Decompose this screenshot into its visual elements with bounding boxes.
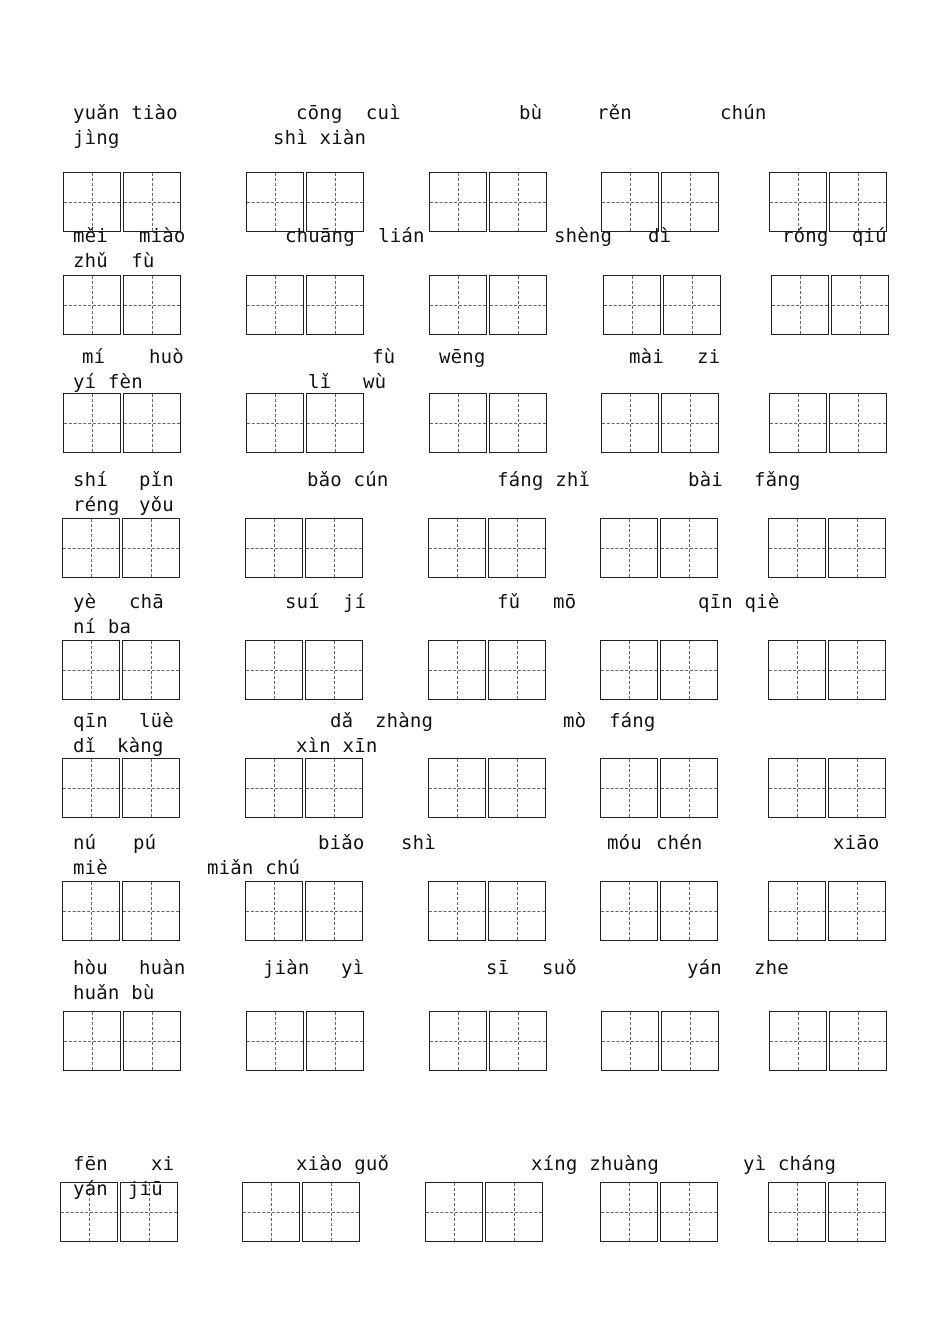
character-box[interactable] xyxy=(828,1182,886,1242)
character-box[interactable] xyxy=(245,518,303,578)
character-box[interactable] xyxy=(306,172,364,232)
pinyin-label: fáng zhǐ xyxy=(497,469,591,491)
pinyin-label: réng xyxy=(73,494,120,516)
character-box[interactable] xyxy=(429,393,487,453)
pinyin-label: yǒu xyxy=(139,494,174,516)
pinyin-label: wēng xyxy=(439,346,486,368)
pinyin-label: bǎo cún xyxy=(307,469,389,491)
character-box[interactable] xyxy=(663,275,721,335)
tianzige-answer-grid[interactable] xyxy=(62,640,180,700)
tianzige-answer-grid[interactable] xyxy=(768,518,886,578)
tianzige-answer-grid[interactable] xyxy=(768,1182,886,1242)
character-box[interactable] xyxy=(768,758,826,818)
character-box[interactable] xyxy=(122,758,180,818)
pinyin-label: mō xyxy=(553,591,577,613)
character-box[interactable] xyxy=(425,1182,483,1242)
pinyin-label: zhàng xyxy=(375,710,434,732)
pinyin-label: mài xyxy=(629,346,664,368)
tianzige-answer-grid[interactable] xyxy=(601,172,719,232)
character-box[interactable] xyxy=(769,393,827,453)
character-box[interactable] xyxy=(829,1011,887,1071)
character-box[interactable] xyxy=(122,640,180,700)
character-box[interactable] xyxy=(122,881,180,941)
character-box[interactable] xyxy=(123,172,181,232)
pinyin-label: xíng zhuàng xyxy=(531,1153,660,1175)
pinyin-label: zhǔ fù xyxy=(73,250,155,272)
tianzige-answer-grid[interactable] xyxy=(246,275,364,335)
tianzige-answer-grid[interactable] xyxy=(62,518,180,578)
pinyin-label: xìn xīn xyxy=(296,735,378,757)
tianzige-answer-grid[interactable] xyxy=(429,1011,547,1071)
pinyin-label: miào xyxy=(139,225,186,247)
pinyin-label: yán xyxy=(687,957,722,979)
character-box[interactable] xyxy=(488,758,546,818)
character-box[interactable] xyxy=(305,640,363,700)
character-box[interactable] xyxy=(429,172,487,232)
tianzige-answer-grid[interactable] xyxy=(428,640,546,700)
pinyin-label: mò xyxy=(563,710,587,732)
character-box[interactable] xyxy=(306,1011,364,1071)
character-box[interactable] xyxy=(601,172,659,232)
character-box[interactable] xyxy=(600,881,658,941)
pinyin-label: biǎo xyxy=(318,832,365,854)
tianzige-answer-grid[interactable] xyxy=(429,393,547,453)
pinyin-label: shí xyxy=(73,469,108,491)
tianzige-answer-grid[interactable] xyxy=(603,275,721,335)
pinyin-label: pú xyxy=(133,832,157,854)
tianzige-answer-grid[interactable] xyxy=(63,393,181,453)
pinyin-label: wù xyxy=(363,371,387,393)
tianzige-answer-grid[interactable] xyxy=(246,393,364,453)
tianzige-answer-grid[interactable] xyxy=(62,881,180,941)
character-box[interactable] xyxy=(123,1011,181,1071)
character-box[interactable] xyxy=(660,640,718,700)
pinyin-label: lüè xyxy=(139,710,174,732)
pinyin-label: róng qiú xyxy=(782,225,887,247)
character-box[interactable] xyxy=(485,1182,543,1242)
tianzige-answer-grid[interactable] xyxy=(768,640,886,700)
tianzige-answer-grid[interactable] xyxy=(242,1182,360,1242)
tianzige-answer-grid[interactable] xyxy=(245,881,363,941)
character-box[interactable] xyxy=(246,1011,304,1071)
tianzige-answer-grid[interactable] xyxy=(429,172,547,232)
tianzige-answer-grid[interactable] xyxy=(768,881,886,941)
tianzige-answer-grid[interactable] xyxy=(245,640,363,700)
character-box[interactable] xyxy=(829,393,887,453)
character-box[interactable] xyxy=(769,172,827,232)
pinyin-label: jìng xyxy=(73,127,120,149)
tianzige-answer-grid[interactable] xyxy=(600,518,718,578)
character-box[interactable] xyxy=(488,881,546,941)
pinyin-label: xiào guǒ xyxy=(296,1153,390,1175)
character-box[interactable] xyxy=(305,518,363,578)
character-box[interactable] xyxy=(306,393,364,453)
character-box[interactable] xyxy=(123,275,181,335)
pinyin-label: fǔ xyxy=(497,591,521,613)
character-box[interactable] xyxy=(603,275,661,335)
pinyin-label: yán xyxy=(73,1178,108,1200)
character-box[interactable] xyxy=(429,1011,487,1071)
character-box[interactable] xyxy=(488,640,546,700)
pinyin-label: ní ba xyxy=(73,616,132,638)
character-box[interactable] xyxy=(242,1182,300,1242)
tianzige-answer-grid[interactable] xyxy=(428,518,546,578)
pinyin-label: cōng cuì xyxy=(296,102,401,124)
tianzige-answer-grid[interactable] xyxy=(62,758,180,818)
pinyin-label: chuāng lián xyxy=(285,225,425,247)
pinyin-label: nú xyxy=(73,832,97,854)
tianzige-answer-grid[interactable] xyxy=(245,518,363,578)
character-box[interactable] xyxy=(771,275,829,335)
character-box[interactable] xyxy=(428,640,486,700)
tianzige-answer-grid[interactable] xyxy=(63,275,181,335)
character-box[interactable] xyxy=(660,518,718,578)
pinyin-label: fù xyxy=(372,346,396,368)
character-box[interactable] xyxy=(769,1011,827,1071)
character-box[interactable] xyxy=(600,758,658,818)
character-box[interactable] xyxy=(488,518,546,578)
tianzige-answer-grid[interactable] xyxy=(429,275,547,335)
pinyin-label: shì xiàn xyxy=(273,127,367,149)
character-box[interactable] xyxy=(246,275,304,335)
character-box[interactable] xyxy=(122,518,180,578)
character-box[interactable] xyxy=(600,518,658,578)
pinyin-label: měi xyxy=(73,225,108,247)
tianzige-answer-grid[interactable] xyxy=(769,1011,887,1071)
character-box[interactable] xyxy=(63,172,121,232)
pinyin-label: chún xyxy=(720,102,767,124)
pinyin-label: xiāo xyxy=(833,832,880,854)
pinyin-label: zhe xyxy=(754,957,789,979)
tianzige-answer-grid[interactable] xyxy=(600,640,718,700)
character-box[interactable] xyxy=(600,1182,658,1242)
pinyin-label: fǎng xyxy=(754,469,801,491)
character-box[interactable] xyxy=(831,275,889,335)
character-box[interactable] xyxy=(661,172,719,232)
pinyin-label: qīn qiè xyxy=(698,591,780,613)
pinyin-label: bù xyxy=(519,102,543,124)
pinyin-label: kàng xyxy=(117,735,164,757)
tianzige-answer-grid[interactable] xyxy=(246,172,364,232)
pinyin-label: rěn xyxy=(597,102,632,124)
character-box[interactable] xyxy=(489,1011,547,1071)
pinyin-label: hòu xyxy=(73,957,108,979)
character-box[interactable] xyxy=(828,758,886,818)
character-box[interactable] xyxy=(601,1011,659,1071)
character-box[interactable] xyxy=(428,881,486,941)
pinyin-label: huàn xyxy=(139,957,186,979)
character-box[interactable] xyxy=(829,172,887,232)
pinyin-label: yí fèn xyxy=(73,371,143,393)
character-box[interactable] xyxy=(489,275,547,335)
pinyin-label: huǎn bù xyxy=(73,982,155,1004)
pinyin-label: dǐ xyxy=(73,735,97,757)
pinyin-label: fēn xyxy=(73,1153,108,1175)
character-box[interactable] xyxy=(245,758,303,818)
pinyin-label: lǐ xyxy=(308,371,332,393)
pinyin-label: móu xyxy=(607,832,642,854)
character-box[interactable] xyxy=(123,393,181,453)
character-box[interactable] xyxy=(245,640,303,700)
character-box[interactable] xyxy=(428,758,486,818)
character-box[interactable] xyxy=(428,518,486,578)
character-box[interactable] xyxy=(661,393,719,453)
tianzige-answer-grid[interactable] xyxy=(600,1182,718,1242)
pinyin-label: suí xyxy=(285,591,320,613)
character-box[interactable] xyxy=(660,1182,718,1242)
pinyin-label: mí xyxy=(82,346,106,368)
tianzige-answer-grid[interactable] xyxy=(769,172,887,232)
pinyin-label: yuǎn tiào xyxy=(73,102,178,124)
character-box[interactable] xyxy=(489,393,547,453)
character-box[interactable] xyxy=(661,1011,719,1071)
character-box[interactable] xyxy=(245,881,303,941)
character-box[interactable] xyxy=(828,518,886,578)
character-box[interactable] xyxy=(660,881,718,941)
character-box[interactable] xyxy=(828,640,886,700)
pinyin-label: jiàn xyxy=(263,957,310,979)
character-box[interactable] xyxy=(246,393,304,453)
pinyin-label: chén xyxy=(656,832,703,854)
character-box[interactable] xyxy=(62,881,120,941)
tianzige-answer-grid[interactable] xyxy=(63,1011,181,1071)
character-box[interactable] xyxy=(489,172,547,232)
tianzige-answer-grid[interactable] xyxy=(600,758,718,818)
pinyin-label: miǎn chú xyxy=(207,857,301,879)
character-box[interactable] xyxy=(306,275,364,335)
character-box[interactable] xyxy=(768,1182,826,1242)
tianzige-answer-grid[interactable] xyxy=(601,393,719,453)
character-box[interactable] xyxy=(246,172,304,232)
character-box[interactable] xyxy=(660,758,718,818)
character-box[interactable] xyxy=(63,1011,121,1071)
pinyin-label: pǐn xyxy=(139,469,174,491)
pinyin-label: yì cháng xyxy=(743,1153,837,1175)
pinyin-label: fáng xyxy=(609,710,656,732)
tianzige-answer-grid[interactable] xyxy=(428,881,546,941)
character-box[interactable] xyxy=(828,881,886,941)
pinyin-label: bài xyxy=(688,469,723,491)
tianzige-answer-grid[interactable] xyxy=(425,1182,543,1242)
character-box[interactable] xyxy=(601,393,659,453)
pinyin-label: shèng xyxy=(554,225,613,247)
pinyin-label: shì xyxy=(401,832,436,854)
pinyin-label: zi xyxy=(697,346,721,368)
tianzige-answer-grid[interactable] xyxy=(245,758,363,818)
character-box[interactable] xyxy=(63,393,121,453)
pinyin-label: suǒ xyxy=(542,957,577,979)
character-box[interactable] xyxy=(768,640,826,700)
pinyin-label: sī xyxy=(486,957,510,979)
tianzige-answer-grid[interactable] xyxy=(768,758,886,818)
tianzige-answer-grid[interactable] xyxy=(63,172,181,232)
character-box[interactable] xyxy=(62,758,120,818)
pinyin-label: yè xyxy=(73,591,97,613)
character-box[interactable] xyxy=(62,640,120,700)
tianzige-answer-grid[interactable] xyxy=(428,758,546,818)
pinyin-label: miè xyxy=(73,857,108,879)
character-box[interactable] xyxy=(62,518,120,578)
character-box[interactable] xyxy=(768,518,826,578)
tianzige-answer-grid[interactable] xyxy=(600,881,718,941)
pinyin-label: dì xyxy=(648,225,672,247)
character-box[interactable] xyxy=(429,275,487,335)
character-box[interactable] xyxy=(600,640,658,700)
pinyin-label: jí xyxy=(343,591,367,613)
pinyin-label: chā xyxy=(129,591,164,613)
pinyin-label: dǎ xyxy=(330,710,354,732)
tianzige-answer-grid[interactable] xyxy=(771,275,889,335)
tianzige-answer-grid[interactable] xyxy=(246,1011,364,1071)
character-box[interactable] xyxy=(302,1182,360,1242)
character-box[interactable] xyxy=(768,881,826,941)
pinyin-label: jiū xyxy=(128,1178,163,1200)
character-box[interactable] xyxy=(63,275,121,335)
character-box[interactable] xyxy=(305,758,363,818)
character-box[interactable] xyxy=(305,881,363,941)
tianzige-answer-grid[interactable] xyxy=(769,393,887,453)
tianzige-answer-grid[interactable] xyxy=(601,1011,719,1071)
pinyin-label: huò xyxy=(149,346,184,368)
pinyin-label: yì xyxy=(341,957,365,979)
pinyin-label: xi xyxy=(151,1153,175,1175)
pinyin-label: qīn xyxy=(73,710,108,732)
